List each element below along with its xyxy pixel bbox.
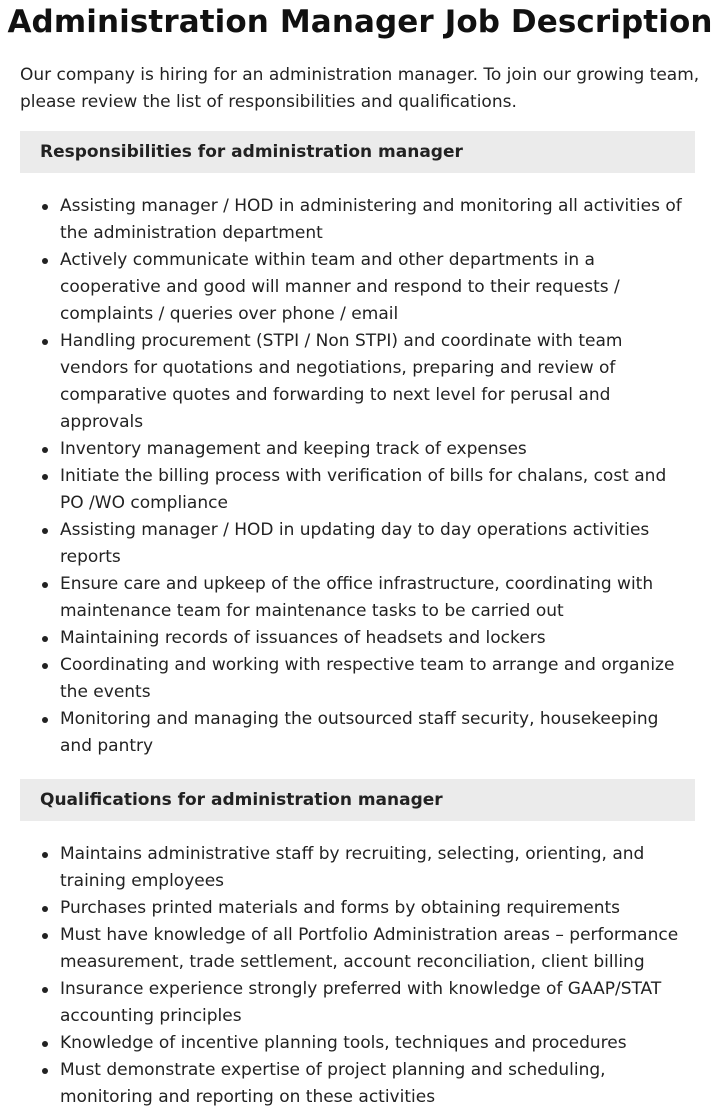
qualifications-list-item	[60, 841, 695, 895]
responsibilities-item-text: Inventory management and keeping track of expenses	[60, 439, 527, 459]
bullet-icon	[42, 204, 48, 210]
responsibilities-item-text: Coordinating and working with respective team to arrange and organize the events	[60, 655, 675, 702]
responsibilities-list-item	[60, 193, 695, 247]
responsibilities-list-item	[60, 517, 695, 571]
bullet-icon	[42, 906, 48, 912]
bullet-icon	[42, 987, 48, 993]
responsibilities-list	[20, 193, 695, 760]
qualifications-item-text: Purchases printed materials and forms by obtaining requirements	[60, 898, 621, 918]
bullet-icon	[42, 582, 48, 588]
responsibilities-item-text: Assisting manager / HOD in updating day to day operations activities reports	[60, 520, 650, 567]
qualifications-list-item	[60, 1030, 695, 1057]
responsibilities-list-item	[60, 463, 695, 517]
responsibilities-item-text: Actively communicate within team and other departments in a cooperative and good will manner and respond to their requests / complaints / queries over phone / email	[60, 250, 620, 324]
responsibilities-item-text: Maintaining records of issuances of headsets and lockers	[60, 628, 546, 648]
qualifications-item-text: Must have knowledge of all Portfolio Administration areas – performance measurement, trade settlement, account reconciliation, client billing	[60, 925, 679, 972]
responsibilities-list-item	[60, 652, 695, 706]
responsibilities-list-item	[60, 328, 695, 436]
responsibilities-item-text: Assisting manager / HOD in administering and monitoring all activities of the administration department	[60, 196, 682, 243]
responsibilities-item-text: Handling procurement (STPI / Non STPI) and coordinate with team vendors for quotations and negotiations, preparing and review of comparative quotes and forwarding to next level for perusal and approvals	[60, 331, 623, 432]
qualifications-item-text: Maintains administrative staff by recruiting, selecting, orienting, and training employees	[60, 844, 645, 891]
responsibilities-item-text: Monitoring and managing the outsourced staff security, housekeeping and pantry	[60, 709, 659, 756]
qualifications-list-item	[60, 895, 695, 922]
responsibilities-list-item	[60, 436, 695, 463]
qualifications-list-item	[60, 1057, 695, 1111]
responsibilities-section-header: Responsibilities for administration manager	[20, 131, 695, 173]
qualifications-item-text: Insurance experience strongly preferred with knowledge of GAAP/STAT accounting principles	[60, 979, 662, 1026]
responsibilities-list-item	[60, 625, 695, 652]
page-title: Administration Manager Job Description	[7, 4, 713, 40]
responsibilities-item-text: Initiate the billing process with verification of bills for chalans, cost and PO /WO compliance	[60, 466, 667, 513]
bullet-icon	[42, 528, 48, 534]
qualifications-list-item	[60, 976, 695, 1030]
responsibilities-list-item	[60, 706, 695, 760]
bullet-icon	[42, 474, 48, 480]
qualifications-item-text: Knowledge of incentive planning tools, techniques and procedures	[60, 1033, 627, 1053]
qualifications-section-header: Qualifications for administration manager	[20, 779, 695, 821]
responsibilities-list-item	[60, 247, 695, 328]
bullet-icon	[42, 852, 48, 858]
bullet-icon	[42, 663, 48, 669]
qualifications-list-item	[60, 922, 695, 976]
responsibilities-list-item	[60, 571, 695, 625]
responsibilities-item-text: Ensure care and upkeep of the office infrastructure, coordinating with maintenance team for maintenance tasks to be carried out	[60, 574, 654, 621]
bullet-icon	[42, 447, 48, 453]
qualifications-item-text: Must demonstrate expertise of project planning and scheduling, monitoring and reporting on these activities	[60, 1060, 606, 1107]
bullet-icon	[42, 258, 48, 264]
bullet-icon	[42, 933, 48, 939]
bullet-icon	[42, 717, 48, 723]
bullet-icon	[42, 1068, 48, 1074]
bullet-icon	[42, 339, 48, 345]
intro-paragraph: Our company is hiring for an administration manager. To join our growing team, please review the list of responsibilities and qualifications.	[20, 65, 700, 112]
bullet-icon	[42, 636, 48, 642]
qualifications-list	[20, 841, 695, 1111]
bullet-icon	[42, 1041, 48, 1047]
